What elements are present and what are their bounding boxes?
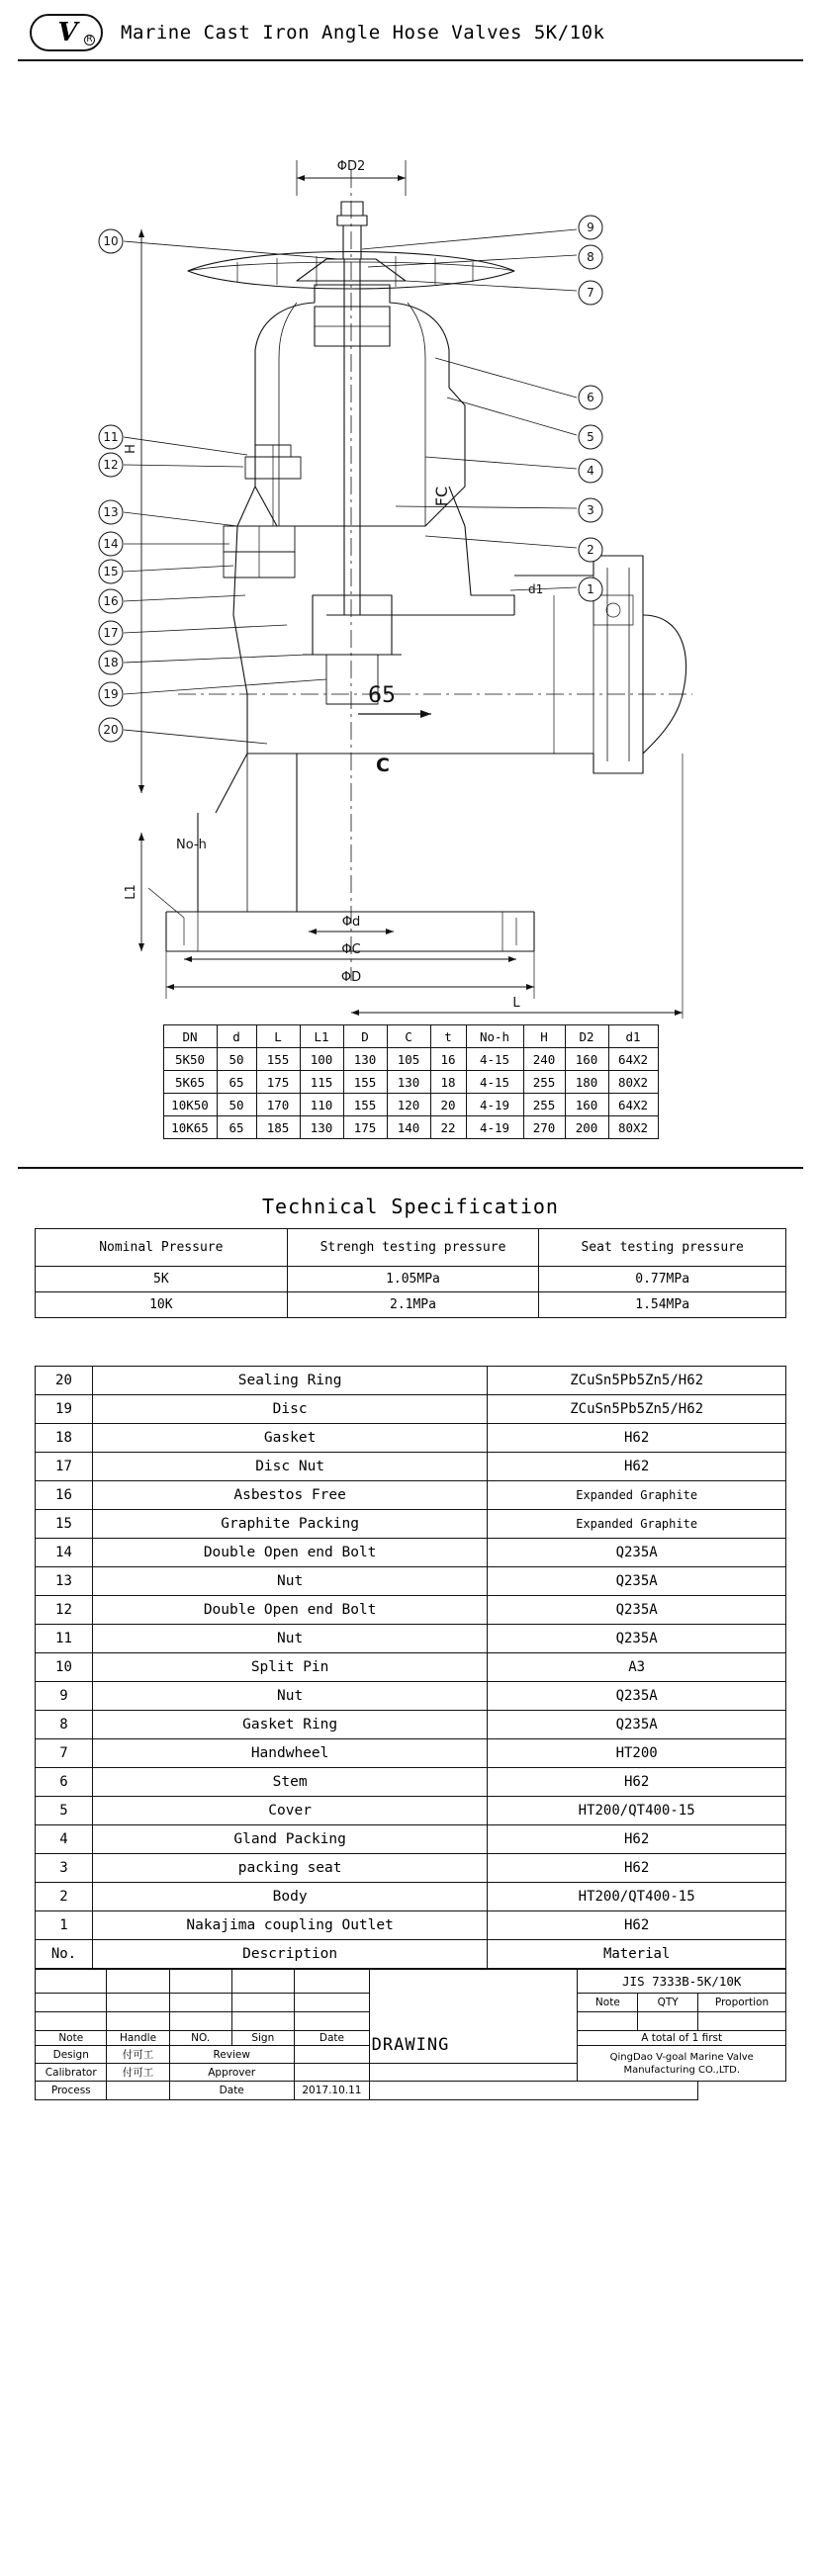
title-block-blank-row: [36, 1970, 786, 1994]
table-row: [36, 1653, 786, 1682]
standard-label: JIS 7333B-5K/10K: [578, 1970, 786, 1994]
cell: 65: [217, 1071, 256, 1094]
blank-cell: [169, 1994, 231, 2012]
part-material: H62: [488, 1911, 786, 1940]
row-approver-label: Approver: [169, 2064, 294, 2082]
svg-text:18: 18: [103, 656, 119, 669]
cell: 255: [523, 1094, 565, 1116]
col-header-dn: DN: [163, 1025, 217, 1048]
drawing-word-overlay: [0, 2035, 821, 2055]
svg-text:15: 15: [103, 565, 119, 578]
part-description: Disc Nut: [92, 1453, 487, 1481]
part-description: Sealing Ring: [92, 1367, 487, 1395]
part-description: Nut: [92, 1625, 487, 1653]
col-header-no: NO.: [169, 2031, 231, 2046]
part-description: Asbestos Free: [92, 1481, 487, 1510]
part-description: Double Open end Bolt: [92, 1539, 487, 1567]
blank-cell: [231, 1994, 294, 2012]
cell: 10K65: [163, 1116, 217, 1139]
svg-text:L: L: [512, 996, 520, 1011]
table-row: [36, 1797, 786, 1825]
part-number: 9: [36, 1682, 93, 1711]
svg-text:6: 6: [587, 391, 594, 404]
row-approver-value: [294, 2064, 369, 2082]
part-material: H62: [488, 1768, 786, 1797]
row-label-design: Design: [36, 2046, 107, 2064]
part-description: Handwheel: [92, 1739, 487, 1768]
table-footer-row: [36, 1940, 786, 1969]
svg-text:11: 11: [103, 430, 119, 444]
part-description: Split Pin: [92, 1653, 487, 1682]
part-material: Q235A: [488, 1625, 786, 1653]
part-material: H62: [488, 1424, 786, 1453]
col-header-strength-testing-pressure: Strengh testing pressure: [287, 1229, 539, 1267]
part-number: 20: [36, 1367, 93, 1395]
svg-text:ΦD: ΦD: [340, 970, 362, 985]
part-number: 12: [36, 1596, 93, 1625]
table-row: [36, 1267, 786, 1292]
part-description: Disc: [92, 1395, 487, 1424]
col-header-d2: D2: [565, 1025, 608, 1048]
cell: 5K50: [163, 1048, 217, 1071]
row-date-value: 2017.10.11: [294, 2082, 369, 2100]
dimension-table: [163, 1024, 659, 1139]
blank-cell: [107, 1994, 169, 2012]
part-number: 14: [36, 1539, 93, 1567]
table-row: [36, 1883, 786, 1911]
svg-text:Φd: Φd: [341, 915, 361, 930]
cell: 20: [430, 1094, 466, 1116]
page-header: [0, 0, 821, 57]
part-description: Nakajima coupling Outlet: [92, 1911, 487, 1940]
col-header-h: H: [523, 1025, 565, 1048]
cell: 4-19: [466, 1094, 523, 1116]
part-material: Q235A: [488, 1711, 786, 1739]
cell: 200: [565, 1116, 608, 1139]
svg-text:19: 19: [103, 687, 119, 701]
table-row: [36, 1911, 786, 1940]
svg-text:4: 4: [587, 464, 594, 478]
cell: 140: [387, 1116, 430, 1139]
drawing-label: DRAWING: [371, 2035, 450, 2055]
blank-cell: [36, 1970, 107, 1994]
cell: 130: [343, 1048, 387, 1071]
drawing-svg: [0, 61, 821, 1021]
cell: 180: [565, 1071, 608, 1094]
part-number: 3: [36, 1854, 93, 1883]
technical-specification-container: [0, 1228, 821, 1318]
cell: 10K: [36, 1292, 288, 1318]
blank-cell: [294, 1970, 369, 1994]
registered-trademark-icon: R: [84, 35, 95, 45]
table-row: [36, 1395, 786, 1424]
col-header-t: t: [430, 1025, 466, 1048]
table-row: [163, 1094, 658, 1116]
svg-text:17: 17: [103, 626, 119, 640]
part-number: 19: [36, 1395, 93, 1424]
part-material: H62: [488, 1825, 786, 1854]
cell: 1.54MPa: [539, 1292, 786, 1318]
col-header-nominal-pressure: Nominal Pressure: [36, 1229, 288, 1267]
cell: 64X2: [608, 1094, 658, 1116]
part-material: H62: [488, 1453, 786, 1481]
part-description: Nut: [92, 1567, 487, 1596]
table-row: [36, 1292, 786, 1318]
part-description: Gasket Ring: [92, 1711, 487, 1739]
col-header-dcap: D: [343, 1025, 387, 1048]
cell: 64X2: [608, 1048, 658, 1071]
svg-text:16: 16: [103, 594, 119, 608]
col-header-noh: No-h: [466, 1025, 523, 1048]
part-number: 5: [36, 1797, 93, 1825]
part-number: 10: [36, 1653, 93, 1682]
col-header-note: Note: [36, 2031, 107, 2046]
part-material: HT200/QT400-15: [488, 1883, 786, 1911]
cell: 80X2: [608, 1116, 658, 1139]
table-row: [36, 1453, 786, 1481]
part-material: Q235A: [488, 1539, 786, 1567]
part-number: 13: [36, 1567, 93, 1596]
col-header-d: d: [217, 1025, 256, 1048]
part-number: 2: [36, 1883, 93, 1911]
cell: 22: [430, 1116, 466, 1139]
cell: 155: [343, 1094, 387, 1116]
col-header-sign: Sign: [231, 2031, 294, 2046]
cell: 175: [343, 1116, 387, 1139]
part-material: ZCuSn5Pb5Zn5/H62: [488, 1367, 786, 1395]
part-description: Stem: [92, 1768, 487, 1797]
dimension-table-container: [0, 1024, 821, 1139]
table-row: [36, 1510, 786, 1539]
svg-text:20: 20: [103, 723, 119, 737]
row-label-calibrator: Calibrator: [36, 2064, 107, 2082]
svg-text:FC: FC: [432, 486, 451, 507]
blank-cell: [107, 1970, 169, 1994]
col-header-date: Date: [294, 2031, 369, 2046]
valve-technical-drawing: [0, 61, 821, 1021]
table-row: [163, 1071, 658, 1094]
cell: 50: [217, 1048, 256, 1071]
cell: 4-15: [466, 1071, 523, 1094]
table-header-row: [163, 1025, 658, 1048]
technical-specification-table: [35, 1228, 786, 1318]
part-material: Expanded Graphite: [488, 1481, 786, 1510]
row-handle-process: [107, 2082, 169, 2100]
cell: 160: [565, 1048, 608, 1071]
part-material: Expanded Graphite: [488, 1510, 786, 1539]
footer-no-label: No.: [36, 1940, 93, 1969]
part-description: Gasket: [92, 1424, 487, 1453]
svg-text:7: 7: [587, 286, 594, 300]
svg-text:C: C: [376, 755, 390, 776]
svg-text:ΦD2: ΦD2: [336, 159, 366, 174]
blank-cell: [36, 2012, 107, 2031]
cell: 115: [300, 1071, 343, 1094]
cell: 255: [523, 1071, 565, 1094]
company-line-2: Manufacturing CO.,LTD.: [623, 2064, 741, 2076]
svg-text:d1: d1: [528, 582, 544, 596]
right-header-qty: QTY: [638, 1994, 698, 2012]
col-header-handle: Handle: [107, 2031, 169, 2046]
table-row: [36, 1625, 786, 1653]
part-material: ZCuSn5Pb5Zn5/H62: [488, 1395, 786, 1424]
table-row: [36, 1854, 786, 1883]
table-row: [36, 1596, 786, 1625]
svg-text:L1: L1: [124, 884, 138, 900]
cell: 105: [387, 1048, 430, 1071]
company-line-1: QingDao V-goal Marine Valve: [609, 2051, 754, 2063]
blank-cell: [36, 1994, 107, 2012]
cell: 100: [300, 1048, 343, 1071]
blank-cell: [231, 1970, 294, 1994]
part-material: Q235A: [488, 1596, 786, 1625]
cell: 1.05MPa: [287, 1267, 539, 1292]
total-count-label: A total of 1 first: [578, 2031, 786, 2046]
row-label-process: Process: [36, 2082, 107, 2100]
page-title: Marine Cast Iron Angle Hose Valves 5K/10k: [121, 22, 605, 44]
part-description: Body: [92, 1883, 487, 1911]
table-row: [36, 1768, 786, 1797]
row-handle-calibrator: 付可工: [107, 2064, 169, 2082]
right-header-proportion: Proportion: [698, 1994, 786, 2012]
table-row: [36, 1539, 786, 1567]
part-number: 16: [36, 1481, 93, 1510]
svg-text:H: H: [124, 444, 138, 454]
cell: 240: [523, 1048, 565, 1071]
svg-text:5: 5: [587, 430, 594, 444]
cell: 170: [256, 1094, 300, 1116]
cell: 2.1MPa: [287, 1292, 539, 1318]
svg-text:3: 3: [587, 503, 594, 517]
cell: 80X2: [608, 1071, 658, 1094]
cell: 110: [300, 1094, 343, 1116]
table-row: [163, 1048, 658, 1071]
svg-text:10: 10: [103, 234, 119, 248]
svg-text:2: 2: [587, 543, 594, 557]
cell: 4-15: [466, 1048, 523, 1071]
cell: 270: [523, 1116, 565, 1139]
section-divider-1: [18, 1167, 803, 1169]
svg-text:65: 65: [368, 683, 396, 708]
technical-specification-title: Technical Specification: [262, 1195, 559, 1218]
company-logo: [30, 14, 103, 51]
part-description: packing seat: [92, 1854, 487, 1883]
blank-cell: [294, 1994, 369, 2012]
cell: 10K50: [163, 1094, 217, 1116]
part-material: HT200: [488, 1739, 786, 1768]
blank-cell: [107, 2012, 169, 2031]
table-row: [36, 1567, 786, 1596]
table-row: [36, 1367, 786, 1395]
table-row: [36, 1424, 786, 1453]
blank-cell: [370, 2082, 698, 2100]
part-description: Double Open end Bolt: [92, 1596, 487, 1625]
part-number: 4: [36, 1825, 93, 1854]
col-header-c: C: [387, 1025, 430, 1048]
part-material: Q235A: [488, 1567, 786, 1596]
cell: 4-19: [466, 1116, 523, 1139]
table-header-row: [36, 1229, 786, 1267]
cell: 65: [217, 1116, 256, 1139]
svg-text:ΦC: ΦC: [341, 942, 361, 957]
svg-text:No-h: No-h: [176, 838, 207, 852]
part-material: Q235A: [488, 1682, 786, 1711]
part-number: 1: [36, 1911, 93, 1940]
col-header-l: L: [256, 1025, 300, 1048]
row-review-label: Review: [169, 2046, 294, 2064]
blank-cell: [638, 2012, 698, 2031]
part-description: Gland Packing: [92, 1825, 487, 1854]
cell: 155: [256, 1048, 300, 1071]
cell: 160: [565, 1094, 608, 1116]
part-number: 8: [36, 1711, 93, 1739]
blank-cell: [231, 2012, 294, 2031]
svg-text:1: 1: [587, 582, 594, 596]
row-handle-design: 付可工: [107, 2046, 169, 2064]
cell: 0.77MPa: [539, 1267, 786, 1292]
blank-cell: [169, 1970, 231, 1994]
cell: 130: [387, 1071, 430, 1094]
logo-letter: V: [57, 18, 75, 47]
cell: 120: [387, 1094, 430, 1116]
svg-text:9: 9: [587, 221, 594, 234]
part-number: 11: [36, 1625, 93, 1653]
part-number: 17: [36, 1453, 93, 1481]
title-block-row: [36, 2082, 786, 2100]
footer-description-label: Description: [92, 1940, 487, 1969]
part-number: 15: [36, 1510, 93, 1539]
right-header-note: Note: [578, 1994, 638, 2012]
svg-text:12: 12: [103, 458, 119, 472]
cell: 155: [343, 1071, 387, 1094]
cell: 185: [256, 1116, 300, 1139]
table-row: [36, 1739, 786, 1768]
blank-cell: [578, 2012, 638, 2031]
table-row: [36, 1711, 786, 1739]
part-number: 7: [36, 1739, 93, 1768]
part-description: Graphite Packing: [92, 1510, 487, 1539]
cell: 175: [256, 1071, 300, 1094]
col-header-d1: d1: [608, 1025, 658, 1048]
part-material: H62: [488, 1854, 786, 1883]
cell: 5K65: [163, 1071, 217, 1094]
part-number: 6: [36, 1768, 93, 1797]
part-material: A3: [488, 1653, 786, 1682]
col-header-seat-testing-pressure: Seat testing pressure: [539, 1229, 786, 1267]
svg-text:13: 13: [103, 505, 119, 519]
blank-cell: [294, 2012, 369, 2031]
table-row: [36, 1481, 786, 1510]
part-material: HT200/QT400-15: [488, 1797, 786, 1825]
part-description: Nut: [92, 1682, 487, 1711]
svg-text:14: 14: [103, 537, 119, 551]
table-row: [163, 1116, 658, 1139]
cell: 5K: [36, 1267, 288, 1292]
cell: 130: [300, 1116, 343, 1139]
cell: 16: [430, 1048, 466, 1071]
part-number: 18: [36, 1424, 93, 1453]
part-description: Cover: [92, 1797, 487, 1825]
table-row: [36, 1825, 786, 1854]
row-date-label: Date: [169, 2082, 294, 2100]
parts-list-table: [35, 1366, 786, 1969]
blank-cell: [698, 2012, 786, 2031]
parts-list-container: [0, 1366, 821, 1969]
svg-text:8: 8: [587, 250, 594, 264]
cell: 50: [217, 1094, 256, 1116]
table-row: [36, 1682, 786, 1711]
blank-cell: [169, 2012, 231, 2031]
footer-material-label: Material: [488, 1940, 786, 1969]
cell: 18: [430, 1071, 466, 1094]
col-header-l1: L1: [300, 1025, 343, 1048]
